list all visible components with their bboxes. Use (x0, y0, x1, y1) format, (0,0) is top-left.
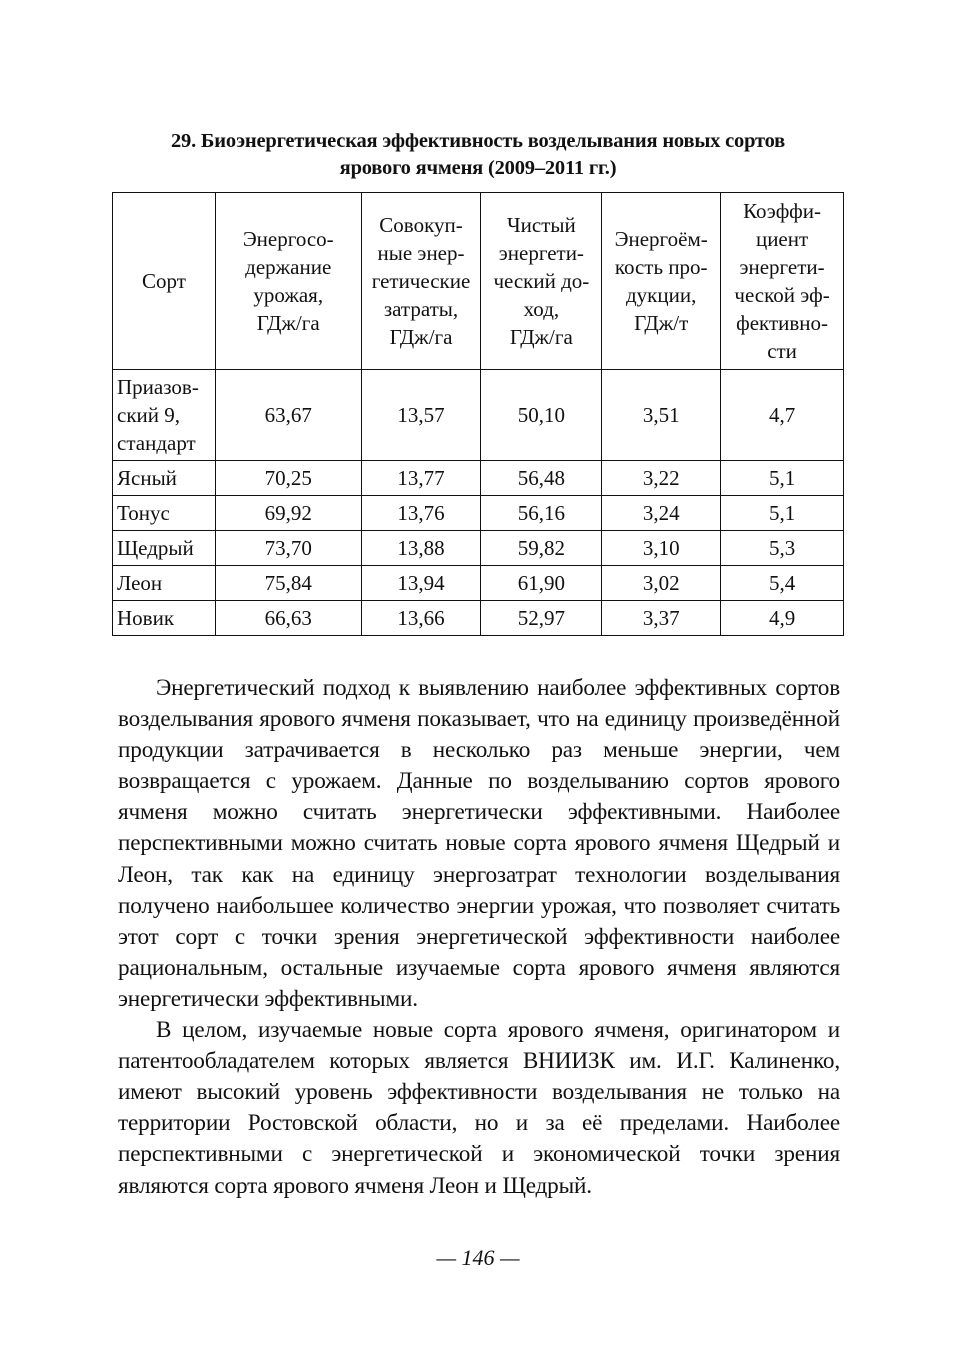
cell-income: 52,97 (481, 601, 602, 636)
cell-sort: Новик (113, 601, 216, 636)
cell-energy: 66,63 (215, 601, 361, 636)
cell-costs: 13,66 (361, 601, 481, 636)
cell-coef: 5,3 (721, 531, 844, 566)
cell-intensity: 3,10 (602, 531, 721, 566)
cell-intensity: 3,02 (602, 566, 721, 601)
cell-sort: Ясный (113, 461, 216, 496)
cell-costs: 13,88 (361, 531, 481, 566)
cell-sort: Приазов- ский 9, стандарт (113, 370, 216, 461)
cell-costs: 13,76 (361, 496, 481, 531)
cell-sort: Леон (113, 566, 216, 601)
paragraph-1: Энергетический подход к выявлению наиболее эффективных сортов возделывания ярового ячменя показывает, что на единицу произведённой продукции затрачивается в несколько раз меньше энергии, чем возвращается с урожаем. Данные по возделыванию сортов ярового ячменя можно считать энергетически эффективными. Наиболее перспективными можно считать новые сорта ярового ячменя Щедрый и Леон, так как на единицу энергозатрат технологии возделывания получено наибольшее количество энергии урожая, что позволяет считать этот сорт с точки зрения энергетической эффективности наиболее рациональным, остальные изучаемые сорта ярового ячменя являются энергетически эффективными. (118, 675, 840, 1012)
table-caption-line-1: 29. Биоэнергетическая эффективность возделывания новых сортов (170, 130, 786, 152)
table-row (113, 531, 844, 566)
cell-sort: Щедрый (113, 531, 216, 566)
cell-coef: 5,4 (721, 566, 844, 601)
cell-intensity: 3,37 (602, 601, 721, 636)
table-caption-line-2: ярового ячменя (2009–2011 гг.) (339, 157, 617, 179)
cell-coef: 5,1 (721, 461, 844, 496)
page-number: — 146 — (436, 1245, 520, 1270)
cell-energy: 70,25 (215, 461, 361, 496)
table-caption (112, 128, 844, 182)
table-row (113, 496, 844, 531)
cell-coef: 4,9 (721, 601, 844, 636)
cell-income: 56,16 (481, 496, 602, 531)
cell-intensity: 3,24 (602, 496, 721, 531)
cell-costs: 13,77 (361, 461, 481, 496)
cell-costs: 13,57 (361, 370, 481, 461)
header-efficiency-coef: Коэффи- циент энергети- ческой эф- фективно- сти (721, 193, 844, 370)
table-header-row (113, 193, 844, 370)
cell-energy: 75,84 (215, 566, 361, 601)
header-sort: Сорт (113, 193, 216, 370)
table-row (113, 370, 844, 461)
header-total-costs: Совокуп- ные энер- гетические затраты, ГДж/га (361, 193, 481, 370)
cell-energy: 73,70 (215, 531, 361, 566)
paragraph-2: В целом, изучаемые новые сорта ярового ячменя, оригинатором и патентообладателем которых является ВНИИЗК им. И.Г. Калиненко, имеют высокий уровень эффективности возделывания не только на территории Ростовской области, но и за её пределами. Наиболее перспективными с энергетической и экономической точки зрения являются сорта ярового ячменя Леон и Щедрый. (118, 1017, 840, 1199)
cell-coef: 4,7 (721, 370, 844, 461)
table-row (113, 461, 844, 496)
cell-income: 61,90 (481, 566, 602, 601)
cell-costs: 13,94 (361, 566, 481, 601)
header-net-income: Чистый энергети- ческий до- ход, ГДж/га (481, 193, 602, 370)
cell-coef: 5,1 (721, 496, 844, 531)
cell-income: 59,82 (481, 531, 602, 566)
bioenergy-table (112, 192, 844, 636)
header-energy-intensity: Энергоём- кость про- дукции, ГДж/т (602, 193, 721, 370)
cell-energy: 69,92 (215, 496, 361, 531)
body-text (118, 673, 840, 1202)
cell-income: 50,10 (481, 370, 602, 461)
cell-sort: Тонус (113, 496, 216, 531)
cell-intensity: 3,22 (602, 461, 721, 496)
cell-intensity: 3,51 (602, 370, 721, 461)
header-energy-content: Энергосо- держание урожая, ГДж/га (215, 193, 361, 370)
table-row (113, 601, 844, 636)
table-row (113, 566, 844, 601)
cell-income: 56,48 (481, 461, 602, 496)
cell-energy: 63,67 (215, 370, 361, 461)
